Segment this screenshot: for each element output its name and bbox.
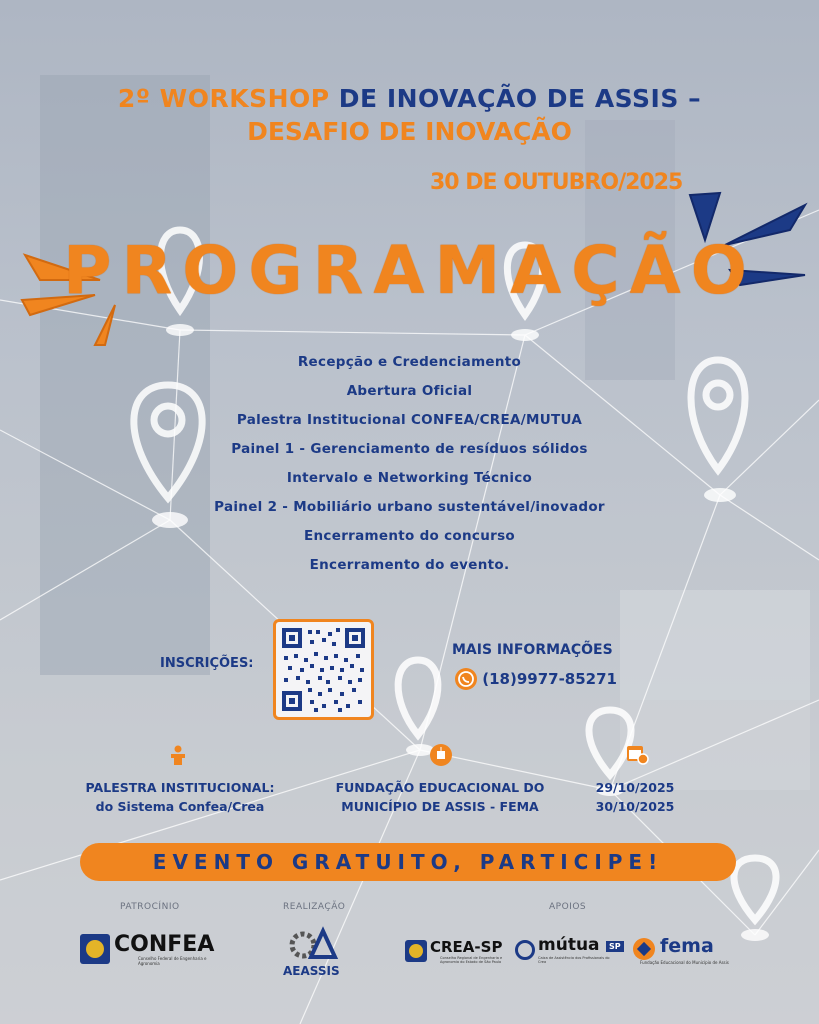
schedule-list xyxy=(0,352,819,584)
schedule-item: Encerramento do concurso xyxy=(304,528,515,544)
title-part-2: DE INOVAÇÃO DE ASSIS – xyxy=(338,84,702,113)
info-line: 30/10/2025 xyxy=(595,799,675,814)
phone-number: (18)9977-85271 xyxy=(482,670,617,688)
info-line: do Sistema Confea/Crea xyxy=(95,799,265,814)
calendar-clock-icon xyxy=(625,742,649,770)
confea-subtitle: Conselho Federal de Engenharia e Agronomia xyxy=(138,956,207,966)
info-line: PALESTRA INSTITUCIONAL: xyxy=(85,780,275,795)
program-heading: PROGRAMAÇÃO xyxy=(63,232,757,309)
schedule-item: Abertura Oficial xyxy=(346,383,473,399)
fema-logo: fema xyxy=(660,935,714,957)
info-block-venue xyxy=(320,778,560,816)
mutua-subtitle: Caixa de Assistência dos Profissionais do Crea xyxy=(538,956,610,964)
location-building-icon xyxy=(430,744,452,766)
contact-phone[interactable] xyxy=(455,668,617,690)
confea-seal-icon xyxy=(80,934,110,964)
speaker-podium-icon xyxy=(167,744,189,766)
whatsapp-icon xyxy=(455,668,477,690)
qr-code-icon xyxy=(276,622,371,717)
mutua-sp-badge: SP xyxy=(606,941,624,952)
aeassis-gear-icon xyxy=(285,925,341,961)
creasp-logo: CREA-SP xyxy=(430,938,503,956)
info-line: 29/10/2025 xyxy=(595,780,675,795)
info-block-lecture xyxy=(80,778,280,816)
mutua-logo: mútua xyxy=(538,935,600,955)
workshop-subtitle: DESAFIO DE INOVAÇÃO xyxy=(247,117,572,146)
confea-logo: CONFEA xyxy=(114,932,215,957)
workshop-title xyxy=(0,84,819,113)
event-date: 30 DE OUTUBRO/2025 xyxy=(430,170,683,195)
schedule-item: Intervalo e Networking Técnico xyxy=(286,470,533,486)
schedule-item: Painel 2 - Mobiliário urbano sustentável/inovador xyxy=(214,499,605,515)
registration-label: INSCRIÇÕES: xyxy=(160,656,254,671)
creasp-seal-icon xyxy=(405,940,427,962)
schedule-item: Palestra Institucional CONFEA/CREA/MUTUA xyxy=(236,412,583,428)
info-block-dates xyxy=(580,778,690,816)
more-info-title: MAIS INFORMAÇÕES xyxy=(452,642,613,658)
schedule-item: Recepção e Credenciamento xyxy=(297,354,522,370)
registration-qr-code[interactable] xyxy=(273,619,374,720)
sponsorship-label: PATROCÍNIO xyxy=(120,902,180,912)
creasp-subtitle: Conselho Regional de Engenharia e Agronomia do Estado de São Paulo xyxy=(440,956,503,964)
info-line: FUNDAÇÃO EDUCACIONAL DO xyxy=(335,780,545,795)
schedule-item: Encerramento do evento. xyxy=(309,557,510,573)
supporters-label: APOIOS xyxy=(549,902,587,912)
schedule-item: Painel 1 - Gerenciamento de resíduos sólidos xyxy=(231,441,588,457)
aeassis-logo: AEASSIS xyxy=(283,964,340,978)
free-event-banner: EVENTO GRATUITO, PARTICIPE! xyxy=(80,843,736,881)
title-part-1: 2º WORKSHOP xyxy=(117,84,330,113)
organizer-label: REALIZAÇÃO xyxy=(283,902,346,912)
fema-mark-icon xyxy=(633,938,655,960)
info-line: MUNICÍPIO DE ASSIS - FEMA xyxy=(341,799,539,814)
mutua-circle-icon xyxy=(515,940,535,960)
fema-subtitle: Fundação Educacional do Município de Assis xyxy=(640,960,729,965)
